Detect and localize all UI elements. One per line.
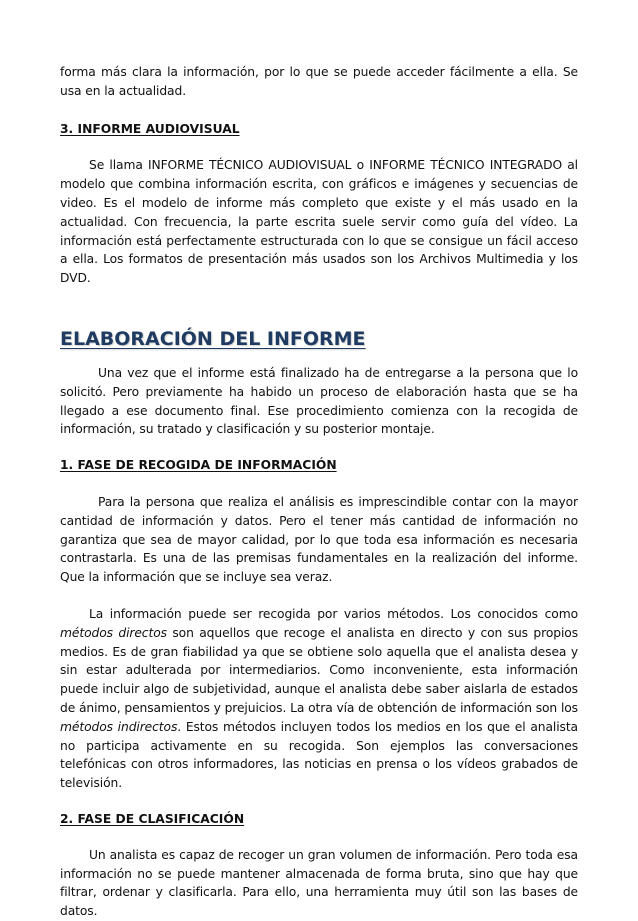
intro-paragraph: forma más clara la información, por lo que se puede acceder fácilmente a ella. Se usa en la actualidad. [60,65,578,98]
paragraph-text: La información puede ser recogida por varios métodos. Los conocidos como [89,606,578,621]
paragraph-text: . Estos métodos incluyen todos los medios en los que el analista no participa activamente en su recogida. Son ejemplos las conversaciones telefónicas con otros informadores, las noticias en prensa o los vídeos grabados de televisión. [60,719,578,791]
elaboracion-paragraph: Una vez que el informe está finalizado ha de entregarse a la persona que lo solicitó. Pero previamente ha habido un proceso de elaboración hasta que se ha llegado a ese documento final. Ese procedimiento comienza con la recogida de información, su tratado y clasificación y su posterior montaje. [60,365,578,437]
section-3-heading: 3. INFORME AUDIOVISUAL [60,121,240,136]
fase-2-paragraph: Un analista es capaz de recoger un gran volumen de información. Pero toda esa información no se puede mantener almacenada de forma bruta, sino que hay que filtrar, ordenar y clasificarla. Para ello, una herramienta muy útil son las bases de datos. [60,847,578,919]
fase-1-heading: 1. FASE DE RECOGIDA DE INFORMACIÓN [60,458,337,473]
fase-2-heading: 2. FASE DE CLASIFICACIÓN [60,811,245,826]
paragraph-text: son aquellos que recoge el analista en directo y con sus propios medios. Es de gran fiabilidad ya que se obtiene solo aquella que el analista desea y sin estar adulterada por intermediarios. Como inconveniente, esta información puede incluir algo de subjetividad, aunque el analista debe saber aislarla de estados de ánimo, pensamientos y prejuicios. La otra vía de obtención de información son los [60,625,578,715]
emphasis-metodos-indirectos: métodos indirectos [60,719,178,734]
fase-1-paragraph-2 [60,605,578,793]
emphasis-metodos-directos: métodos directos [60,625,167,640]
section-3-paragraph: Se llama INFORME TÉCNICO AUDIOVISUAL o INFORME TÉCNICO INTEGRADO al modelo que combina información escrita, con gráficos e imágenes y secuencias de video. Es el modelo de informe más completo que existe y el más usado en la actualidad. Con frecuencia, la parte escrita suele servir como guía del vídeo. La información está perfectamente estructurada con lo que se consigue un fácil acceso a ella. Los formatos de presentación más usados son los Archivos Multimedia y los DVD. [60,158,578,286]
fase-1-paragraph-1: Para la persona que realiza el análisis es imprescindible contar con la mayor cantidad de información y datos. Pero el tener más cantidad de información no garantiza que sea de mayor calidad, por lo que toda esa información es necesaria contrastarla. Es una de las premisas fundamentales en la realización del informe. Que la información que se incluye sea veraz. [60,494,578,585]
main-heading: ELABORACIÓN DEL INFORME [60,327,366,350]
